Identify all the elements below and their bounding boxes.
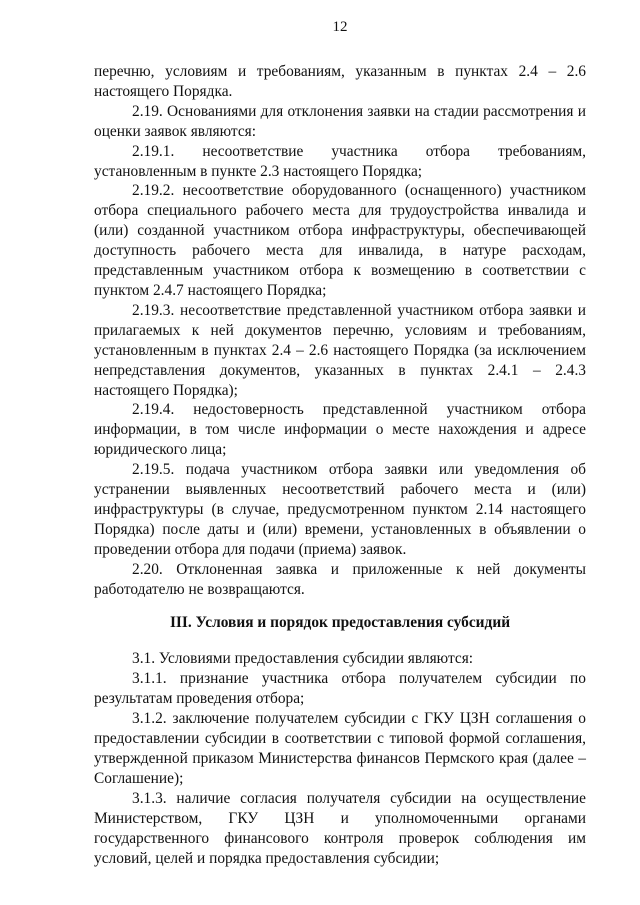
paragraph: 2.19.4. недостоверность представленной участником отбора информации, в том числе информации о месте нахождения и адресе юридического лица; [94,401,586,459]
document-page [94,18,586,868]
paragraph: 3.1.2. заключение получателем субсидии с ГКУ ЦЗН соглашения о предоставлении субсидии в соответствии с типовой формой соглашения, утвержденной приказом Министерства финансов Пермского края (далее – Соглашение); [94,710,586,787]
section-heading: III. Условия и порядок предоставления субсидий [169,614,511,632]
body-before-heading [94,62,586,599]
body-after-heading [94,649,586,868]
paragraph: 2.19.5. подача участником отбора заявки или уведомления об устранении выявленных несоответствий рабочего места и (или) инфраструктуры (в случае, предусмотренном пунктом 2.14 настоящего Порядка) после даты и (или) времени, установленных в объявлении о проведении отбора для подачи (приема) заявок. [94,461,586,558]
paragraph: 3.1. Условиями предоставления субсидии являются: [132,650,474,668]
paragraph: 3.1.3. наличие согласия получателя субсидии на осуществление Министерством, ГКУ ЦЗН и уполномоченными органами государственного финансового контроля проверок соблюдения им условий, целей и порядка предоставления субсидии; [94,789,586,867]
paragraph: 2.19.2. несоответствие оборудованного (оснащенного) участником отбора специального рабочего места для трудоустройства инвалида и (или) созданной участником отбора инфраструктуры, обеспечивающей доступность рабочего места для инвалида, в натуре расходам, представленным участником отбора к возмещению в соответствии с пунктом 2.4.7 настоящего Порядка; [94,182,586,299]
paragraph: 3.1.1. признание участника отбора получателем субсидии по результатам проведения отбора; [94,670,586,708]
paragraph: 2.19.3. несоответствие представленной участником отбора заявки и прилагаемых к ней документов перечню, условиям и требованиям, установленным в пунктах 2.4 – 2.6 настоящего Порядка (за исключением непредставления документов, указанных в пунктах 2.4.1 – 2.4.3 настоящего Порядка); [94,301,586,399]
paragraph: 2.20. Отклоненная заявка и приложенные к ней документы работодателю не возвращаются. [94,560,586,598]
paragraph: перечню, условиям и требованиям, указанным в пунктах 2.4 – 2.6 настоящего Порядка. [94,63,586,100]
page-number: 12 [332,19,348,35]
paragraph: 2.19. Основаниями для отклонения заявки на стадии рассмотрения и оценки заявок являются: [94,102,586,140]
paragraph: 2.19.1. несоответствие участника отбора требованиям, установленным в пункте 2.3 настоящего Порядка; [94,142,586,180]
